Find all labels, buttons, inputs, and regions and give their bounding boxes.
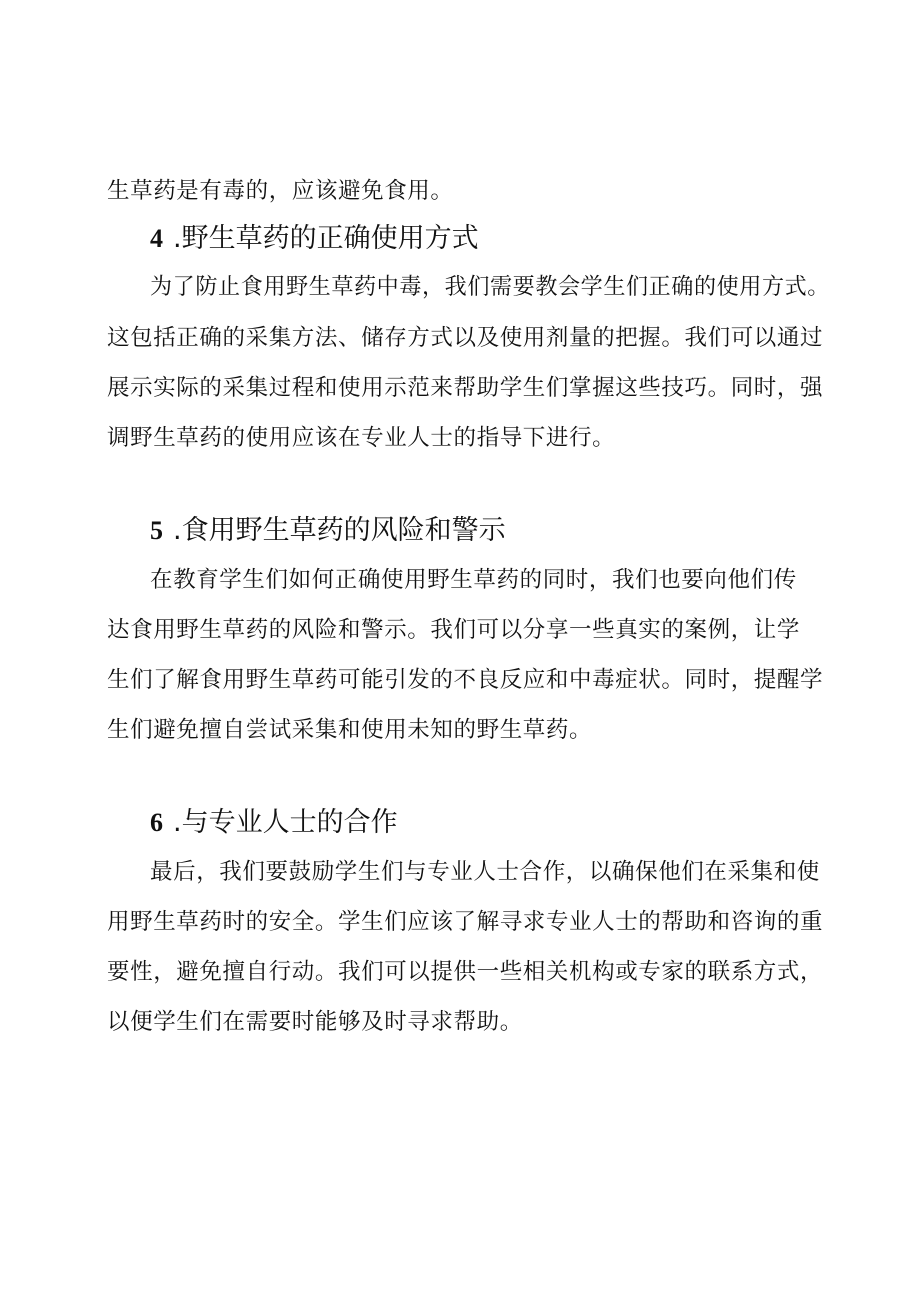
section-4-title: .野生草药的正确使用方式 <box>173 223 479 254</box>
section-6-line-3: 要性，避免擅自行动。我们可以提供一些相关机构或专家的联系方式， <box>107 959 824 985</box>
section-5-line-4: 生们避免擅自尝试采集和使用未知的野生草药。 <box>107 717 593 743</box>
section-6-heading <box>150 806 398 840</box>
section-4-number: 4 <box>150 224 163 253</box>
section-6-number: 6 <box>150 808 163 837</box>
section-4-line-3: 展示实际的采集过程和使用示范来帮助学生们掌握这些技巧。同时，强 <box>107 375 824 401</box>
section-5-heading <box>150 514 506 548</box>
section-5-line-1: 在教育学生们如何正确使用野生草药的同时，我们也要向他们传 <box>150 567 797 593</box>
section-4-line-1: 为了防止食用野生草药中毒，我们需要教会学生们正确的使用方式。 <box>150 274 830 300</box>
section-6-line-2: 用野生草药时的安全。学生们应该了解寻求专业人士的帮助和咨询的重 <box>107 909 824 935</box>
section-6-line-1: 最后，我们要鼓励学生们与专业人士合作，以确保他们在采集和使 <box>150 859 820 885</box>
section-6-line-4: 以便学生们在需要时能够及时寻求帮助。 <box>107 1009 523 1035</box>
intro-line: 生草药是有毒的，应该避免食用。 <box>107 178 454 204</box>
section-5-line-2: 达食用野生草药的风险和警示。我们可以分享一些真实的案例，让学 <box>107 617 801 643</box>
section-4-heading <box>150 222 479 256</box>
section-4-line-4: 调野生草药的使用应该在专业人士的指导下进行。 <box>107 425 616 451</box>
section-6-title: .与专业人士的合作 <box>173 807 398 838</box>
section-5-title: .食用野生草药的风险和警示 <box>173 515 506 546</box>
section-5-line-3: 生们了解食用野生草药可能引发的不良反应和中毒症状。同时，提醒学 <box>107 667 824 693</box>
section-5-number: 5 <box>150 516 163 545</box>
section-4-line-2: 这包括正确的采集方法、储存方式以及使用剂量的把握。我们可以通过 <box>107 325 824 351</box>
